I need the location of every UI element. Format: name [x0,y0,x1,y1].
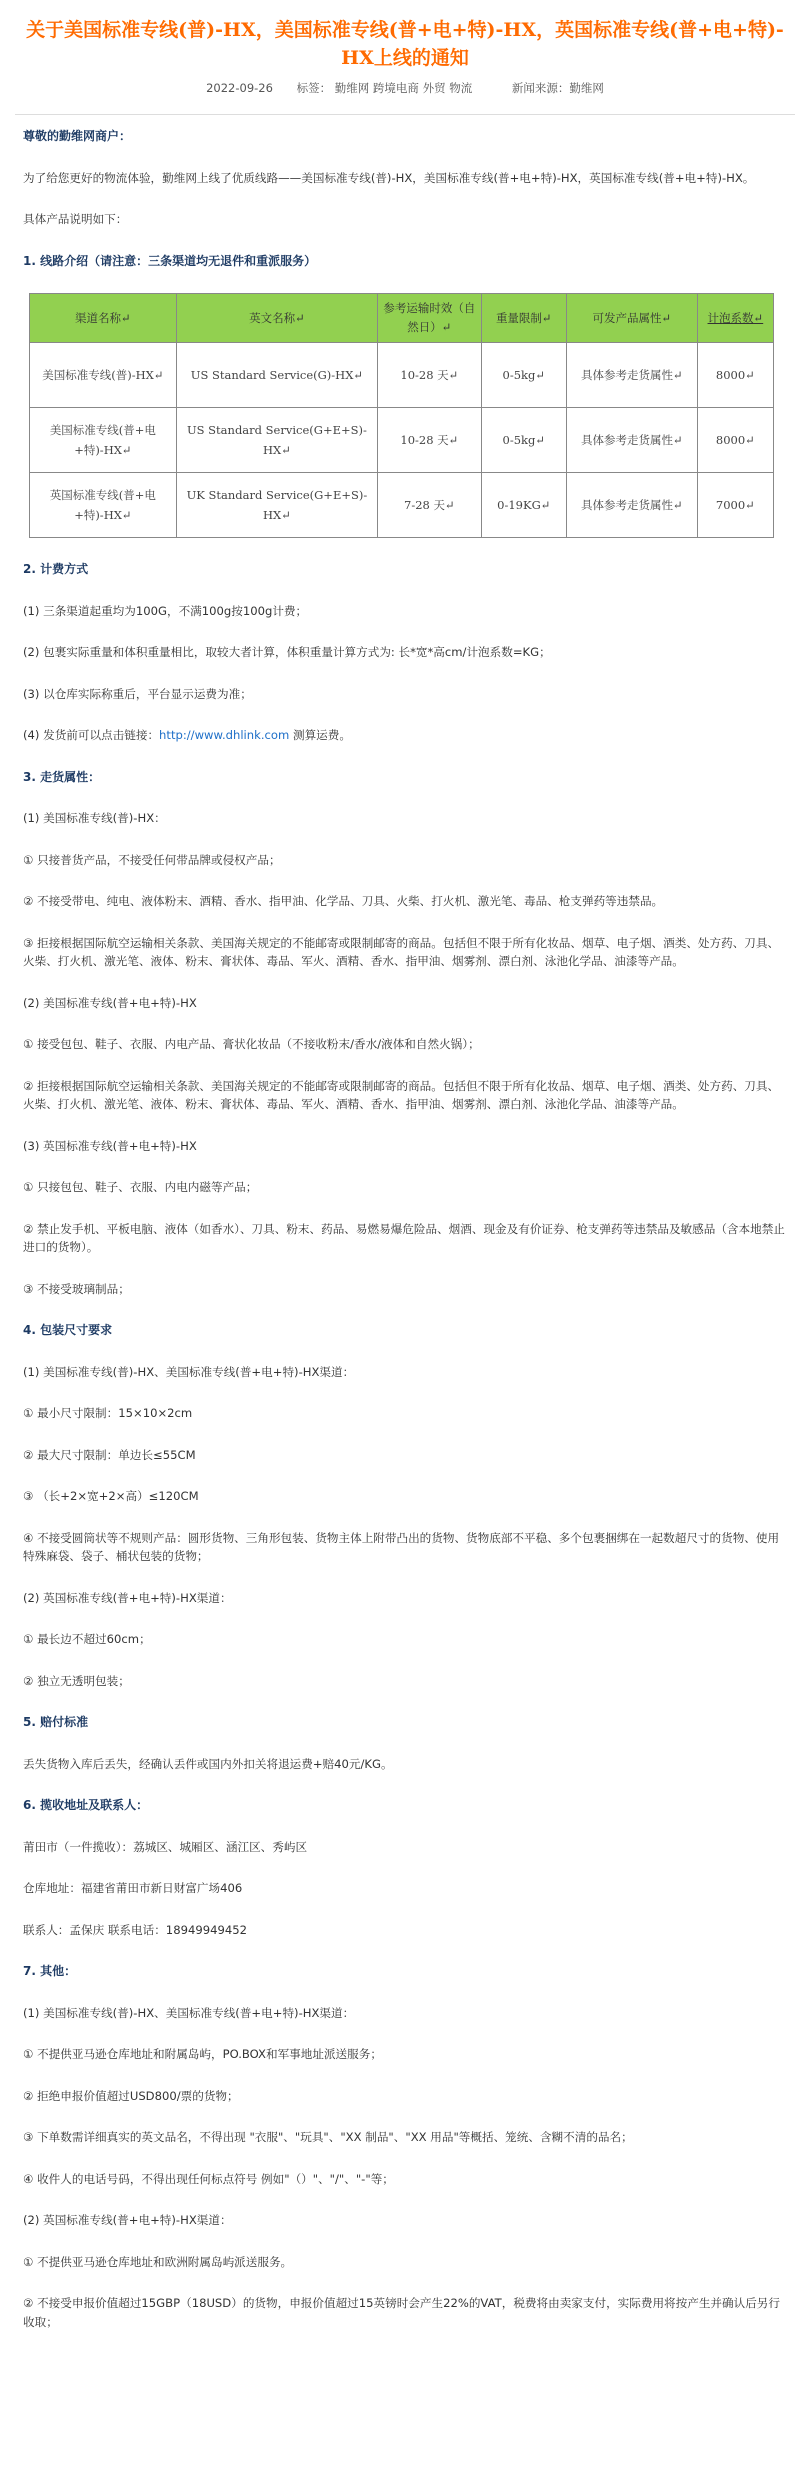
subsection-title: (1) 美国标准专线(普)-HX： [23,811,166,825]
list-item: ① 最小尺寸限制：15×10×2cm [23,1406,193,1420]
table-cell: UK Standard Service(G+E+S)-HX↵ [176,473,377,538]
table-cell: 0-5kg↵ [481,408,566,473]
table-cell: US Standard Service(G)-HX↵ [176,343,377,408]
billing-item: (1) 三条渠道起重均为100G，不满100g按100g计费； [23,603,308,618]
table-cell: 8000↵ [697,408,773,473]
table-cell: 7000↵ [697,473,773,538]
pickup-line: 联系人：孟保庆 联系电话：18949949452 [23,1922,247,1937]
table-cell: US Standard Service(G+E+S)-HX↵ [176,408,377,473]
list-item: ② 最大尺寸限制：单边长≤55CM [23,1447,196,1462]
list-item: ② 拒接根据国际航空运输相关条款、美国海关规定的不能邮寄或限制邮寄的商品。包括但不限于所有化妆品、烟草、电子烟、酒类、处方药、刀具、火柴、打火机、激光笔、液体、粉末、膏状体、毒品、军火、酒精、香水、指甲油、烟雾剂、漂白剂、泳池化学品、油漆等产品。 [23,1078,780,1111]
compensation-text: 丢失货物入库后丢失，经确认丢件或国内外扣关将退运费+赔40元/KG。 [23,1756,393,1771]
subsection-title: (2) 美国标准专线(普+电+特)-HX [23,995,197,1010]
article-body [15,127,795,2331]
article [15,0,795,2331]
section-heading-packaging: 4. 包装尺寸要求 [23,1323,113,1337]
list-item: ① 不提供亚马逊仓库地址和欧洲附属岛屿派送服务。 [23,2254,293,2269]
table-cell: 0-5kg↵ [481,343,566,408]
dhlink-link[interactable]: http://www.dhlink.com [159,728,290,742]
list-item: ③ 下单数需详细真实的英文品名，不得出现 "衣服"、"玩具"、"XX 制品"、"XX 用品"等概括、笼统、含糊不清的品名； [23,2130,633,2144]
table-header: 重量限制↵ [481,294,566,343]
table-cell: 具体参考走货属性↵ [566,473,697,538]
table-header: 英文名称↵ [176,294,377,343]
section-heading-routes: 1. 线路介绍（请注意：三条渠道均无退件和重派服务） [23,253,317,268]
section-heading-compensation: 5. 赔付标准 [23,1715,89,1729]
list-item: ① 只接包包、鞋子、衣服、内电内磁等产品； [23,1180,258,1194]
table-row [30,473,774,538]
list-item: ② 拒绝申报价值超过USD800/票的货物； [23,2088,239,2103]
billing-item-suffix: 测算运费。 [289,728,351,742]
table-row [30,408,774,473]
table-row [30,343,774,408]
table-header: 可发产品属性↵ [566,294,697,343]
list-item: ③ （长+2×宽+2×高）≤120CM [23,1489,199,1503]
intro-lead: 具体产品说明如下： [23,212,128,226]
list-item: ④ 收件人的电话号码，不得出现任何标点符号 例如"（）"、"/"、"-"等； [23,2171,394,2186]
list-item: ① 最长边不超过60cm； [23,1632,151,1646]
billing-item: (2) 包裹实际重量和体积重量相比，取较大者计算，体积重量计算方式为: 长*宽*高cm/计泡系数=KG； [23,645,551,659]
tags: 标签： 勤维网 跨境电商 外贸 物流 [296,81,473,95]
billing-item [23,726,789,745]
pickup-line: 仓库地址：福建省莆田市新日财富广场406 [23,1881,243,1895]
list-item: ② 不接受申报价值超过15GBP（18USD）的货物，申报价值超过15英镑时会产生22%的VAT，税费将由卖家支付，实际费用将按产生并确认后另行收取； [23,2296,780,2329]
table-cell: 美国标准专线(普+电+特)-HX↵ [30,408,177,473]
article-meta [15,80,795,96]
list-item: ② 不接受带电、纯电、液体粉末、酒精、香水、指甲油、化学品、刀具、火柴、打火机、激光笔、毒品、枪支弹药等违禁品。 [23,894,664,908]
publish-date: 2022-09-26 [206,81,273,95]
section-heading-other: 7. 其他： [23,1964,77,1978]
section-heading-pickup: 6. 揽收地址及联系人： [23,1798,149,1812]
table-header-underlined: 计泡系数↵ [707,310,764,325]
section-heading-attributes: 3. 走货属性： [23,769,101,784]
table-cell: 0-19KG↵ [481,473,566,538]
table-header-row [30,294,774,343]
billing-item-prefix: (4) 发货前可以点击链接： [23,728,160,742]
section-heading-billing: 2. 计费方式 [23,562,89,576]
subsection-title: (2) 英国标准专线(普+电+特)-HX渠道： [23,2213,232,2227]
table-header: 渠道名称↵ [30,294,177,343]
routes-table [29,293,774,538]
table-cell: 美国标准专线(普)-HX↵ [30,343,177,408]
news-source: 新闻来源：勤维网 [511,81,604,95]
list-item: ④ 不接受圆筒状等不规则产品：圆形货物、三角形包装、货物主体上附带凸出的货物、货物底部不平稳、多个包裹捆绑在一起数超尺寸的货物、使用特殊麻袋、袋子、桶状包装的货物； [23,1530,780,1563]
list-item: ② 独立无透明包装； [23,1673,130,1688]
list-item: ① 只接普货产品，不接受任何带品牌或侵权产品； [23,852,281,867]
list-item: ① 不提供亚马逊仓库地址和附属岛屿，PO.BOX和军事地址派送服务； [23,2047,382,2061]
intro-paragraph: 为了给您更好的物流体验，勤维网上线了优质线路——美国标准专线(普)-HX，美国标准专线(普+电+特)-HX，英国标准专线(普+电+特)-HX。 [23,170,755,185]
table-cell: 8000↵ [697,343,773,408]
list-item: ② 禁止发手机、平板电脑、液体（如香水）、刀具、粉末、药品、易燃易爆危险品、烟酒、现金及有价证券、枪支弹药等违禁品及敏感品（含本地禁止进口的货物）。 [23,1221,785,1254]
billing-item: (3) 以仓库实际称重后，平台显示运费为准； [23,686,252,701]
table-header: 参考运输时效（自然日）↵ [378,294,482,343]
list-item: ③ 不接受玻璃制品； [23,1281,130,1296]
table-cell: 10-28 天↵ [378,408,482,473]
subsection-title: (3) 英国标准专线(普+电+特)-HX [23,1138,197,1153]
subsection-title: (1) 美国标准专线(普)-HX、美国标准专线(普+电+特)-HX渠道： [23,1364,355,1379]
subsection-title: (2) 英国标准专线(普+电+特)-HX渠道： [23,1590,232,1605]
title-divider [15,114,795,115]
table-cell: 具体参考走货属性↵ [566,343,697,408]
table-cell: 具体参考走货属性↵ [566,408,697,473]
list-item: ③ 拒接根据国际航空运输相关条款、美国海关规定的不能邮寄或限制邮寄的商品。包括但不限于所有化妆品、烟草、电子烟、酒类、处方药、刀具、火柴、打火机、激光笔、液体、粉末、膏状体、毒品、军火、酒精、香水、指甲油、烟雾剂、漂白剂、泳池化学品、油漆等产品。 [23,935,780,968]
pickup-line: 莆田市（一件揽收）：荔城区、城厢区、涵江区、秀屿区 [23,1839,308,1854]
table-cell: 英国标准专线(普+电+特)-HX↵ [30,473,177,538]
list-item: ① 接受包包、鞋子、衣服、内电产品、膏状化妆品（不接收粉末/香水/液体和自然火锅）； [23,1037,480,1051]
table-cell: 7-28 天↵ [378,473,482,538]
page-title: 关于美国标准专线(普)-HX，美国标准专线(普+电+特)-HX，英国标准专线(普+电+特)-HX上线的通知 [26,19,784,69]
table-cell: 10-28 天↵ [378,343,482,408]
subsection-title: (1) 美国标准专线(普)-HX、美国标准专线(普+电+特)-HX渠道： [23,2005,355,2020]
greeting: 尊敬的勤维网商户： [23,129,132,143]
table-header [697,294,773,343]
